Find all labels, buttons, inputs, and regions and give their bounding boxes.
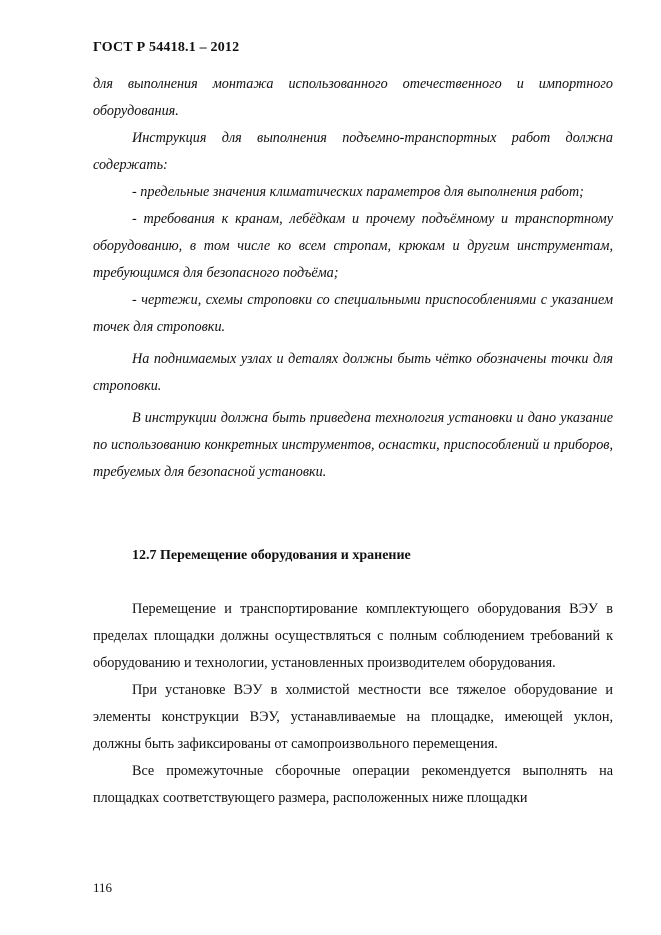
paragraph-technology: В инструкции должна быть приведена технология установки и дано указание по использованию конкретных инструментов, оснастки, приспособлений и приборов, требуемых для безопасной установки. [93, 410, 613, 480]
page-number: 116 [93, 880, 113, 895]
section-text-block [93, 596, 613, 812]
list-item-climate: - предельные значения климатических параметров для выполнения работ; [132, 184, 584, 200]
list-item-drawings: - чертежи, схемы строповки со специальными приспособлениями с указанием точек для строповки. [93, 292, 613, 335]
paragraph-instruction-intro: Инструкция для выполнения подъемно-транспортных работ должна содержать: [93, 130, 613, 173]
paragraph-hilly-terrain: При установке ВЭУ в холмистой местности все тяжелое оборудование и элементы конструкции ВЭУ, устанавливаемые на площадке, имеющей уклон, должны быть зафиксированы от самопроизвольного перемещения. [93, 682, 613, 752]
paragraph-continuation: для выполнения монтажа использованного отечественного и импортного оборудования. [93, 76, 613, 119]
document-header: ГОСТ Р 54418.1 – 2012 [93, 40, 240, 55]
paragraph-marking: На поднимаемых узлах и деталях должны быть чётко обозначены точки для строповки. [93, 351, 613, 394]
paragraph-transport: Перемещение и транспортирование комплектующего оборудования ВЭУ в пределах площадки должны осуществляться с полным соблюдением требований к оборудованию и технологии, установленных производителем оборудования. [93, 601, 613, 671]
section-heading: 12.7 Перемещение оборудования и хранение [132, 548, 411, 563]
italic-text-block [93, 71, 613, 486]
list-item-cranes: - требования к кранам, лебёдкам и прочему подъёмному и транспортному оборудованию, в том числе ко всем стропам, крюкам и другим инструментам, требующимся для безопасного подъёма; [93, 211, 613, 281]
paragraph-assembly: Все промежуточные сборочные операции рекомендуется выполнять на площадках соответствующего размера, расположенных ниже площадки [93, 763, 613, 806]
